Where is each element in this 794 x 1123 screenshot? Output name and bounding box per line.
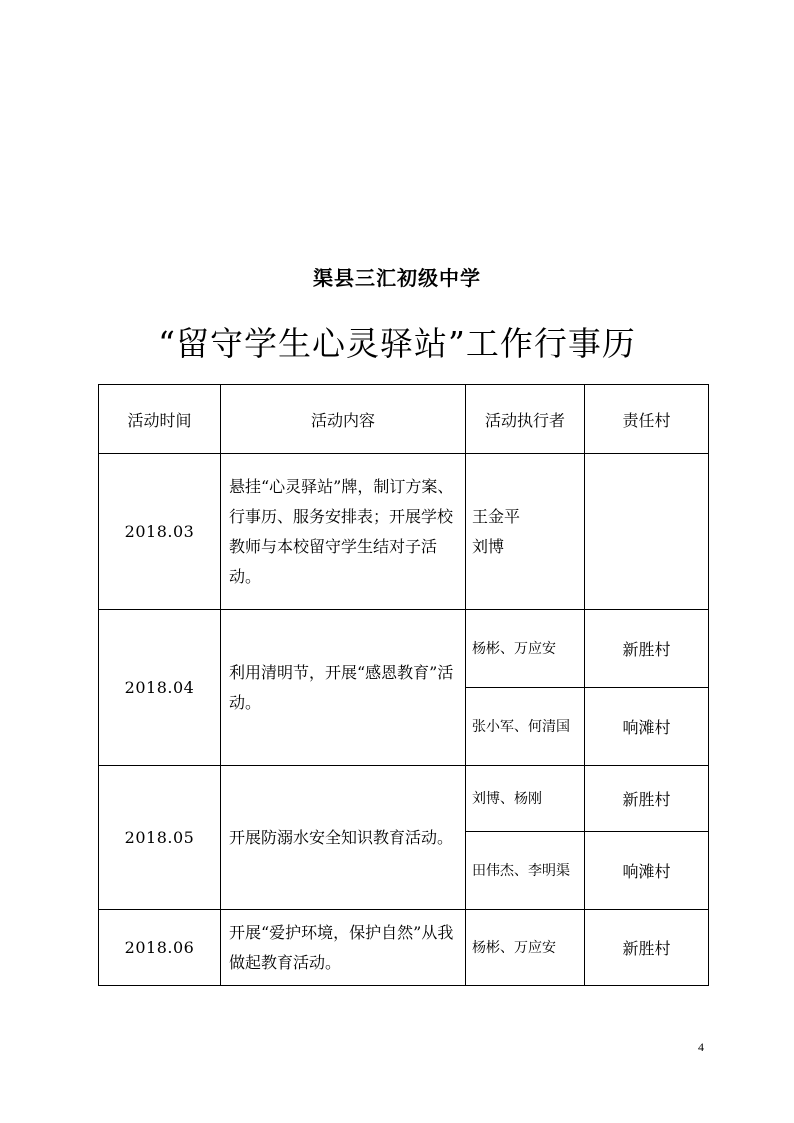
row-date: 2018.05 (99, 766, 221, 910)
row-content: 利用清明节，开展“感恩教育”活动。 (221, 610, 466, 766)
row-content: 悬挂“心灵驿站”牌，制订方案、行事历、服务安排表；开展学校教师与本校留守学生结对子活动。 (221, 454, 466, 610)
page-number: 4 (698, 1040, 704, 1054)
row-executor: 刘博、杨刚 (466, 766, 585, 832)
row-date: 2018.06 (99, 910, 221, 986)
table-row (99, 910, 709, 986)
row-village: 响滩村 (585, 832, 709, 910)
row-date: 2018.03 (99, 454, 221, 610)
table-row (99, 766, 709, 832)
row-village: 响滩村 (585, 688, 709, 766)
header-executor: 活动执行者 (466, 385, 585, 454)
row-executor: 张小军、何清国 (466, 688, 585, 766)
header-activity-content: 活动内容 (221, 385, 466, 454)
row-executor: 杨彬、万应安 (466, 910, 585, 986)
row-executor: 王金平 刘博 (466, 454, 585, 610)
header-village: 责任村 (585, 385, 709, 454)
activity-calendar-table (98, 384, 709, 986)
school-name: 渠县三汇初级中学 (313, 266, 481, 290)
document-title: “留守学生心灵驿站”工作行事历 (158, 324, 636, 363)
row-village: 新胜村 (585, 910, 709, 986)
table-row (99, 454, 709, 610)
row-village (585, 454, 709, 610)
row-executor: 田伟杰、李明渠 (466, 832, 585, 910)
row-village: 新胜村 (585, 766, 709, 832)
table-row (99, 610, 709, 688)
row-village: 新胜村 (585, 610, 709, 688)
header-activity-time: 活动时间 (99, 385, 221, 454)
row-executor: 杨彬、万应安 (466, 610, 585, 688)
table-header-row (99, 385, 709, 454)
row-content: 开展“爱护环境，保护自然”从我做起教育活动。 (221, 910, 466, 986)
row-date: 2018.04 (99, 610, 221, 766)
row-content: 开展防溺水安全知识教育活动。 (221, 766, 466, 910)
